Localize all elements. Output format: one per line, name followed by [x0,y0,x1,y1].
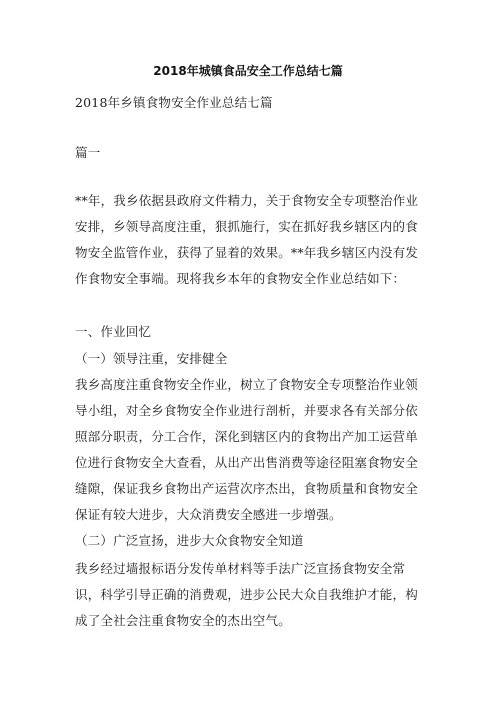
paragraph-publicity: 我乡经过墙报标语分发传单材料等手法广泛宣扬食物安全常识，科学引导正确的消费观，进步公民大众自我维护才能，构成了全社会注重食物安全的杰出空气。 [75,561,418,628]
section-label: 篇一 [75,145,101,160]
document-title: 2018年城镇食品安全工作总结七篇 [153,64,343,78]
paragraph-leadership: 我乡高度注重食物安全作业，树立了食物安全专项整治作业领导小组，对全乡食物安全作业进行剖析，并要求各有关部分依照部分职责，分工合作，深化到辖区内的食物出产加工运营单位进行食物安全大查看，从出产出售消费等途径阻塞食物安全缝隙，保证我乡食物出产运营次序杰出，食物质量和食物安全保证有较大进步，大众消费安全感进一步增强。 [75,377,418,522]
document-subtitle: 2018年乡镇食物安全作业总结七篇 [75,95,273,110]
heading-publicity: （二）广泛宣扬，进步大众食物安全知道 [75,533,304,548]
heading-leadership: （一）领导注重，安排健全 [75,351,228,366]
heading-review: 一、作业回忆 [75,324,152,339]
paragraph-intro: **年，我乡依据县政府文件精力，关于食物安全专项整治作业安排，乡领导高度注重，狠抓施行，实在抓好我乡辖区内的食物安全监管作业，获得了显着的效果。**年我乡辖区内没有发作食物安全事端。现将我乡本年的食物安全作业总结如下： [75,193,419,286]
